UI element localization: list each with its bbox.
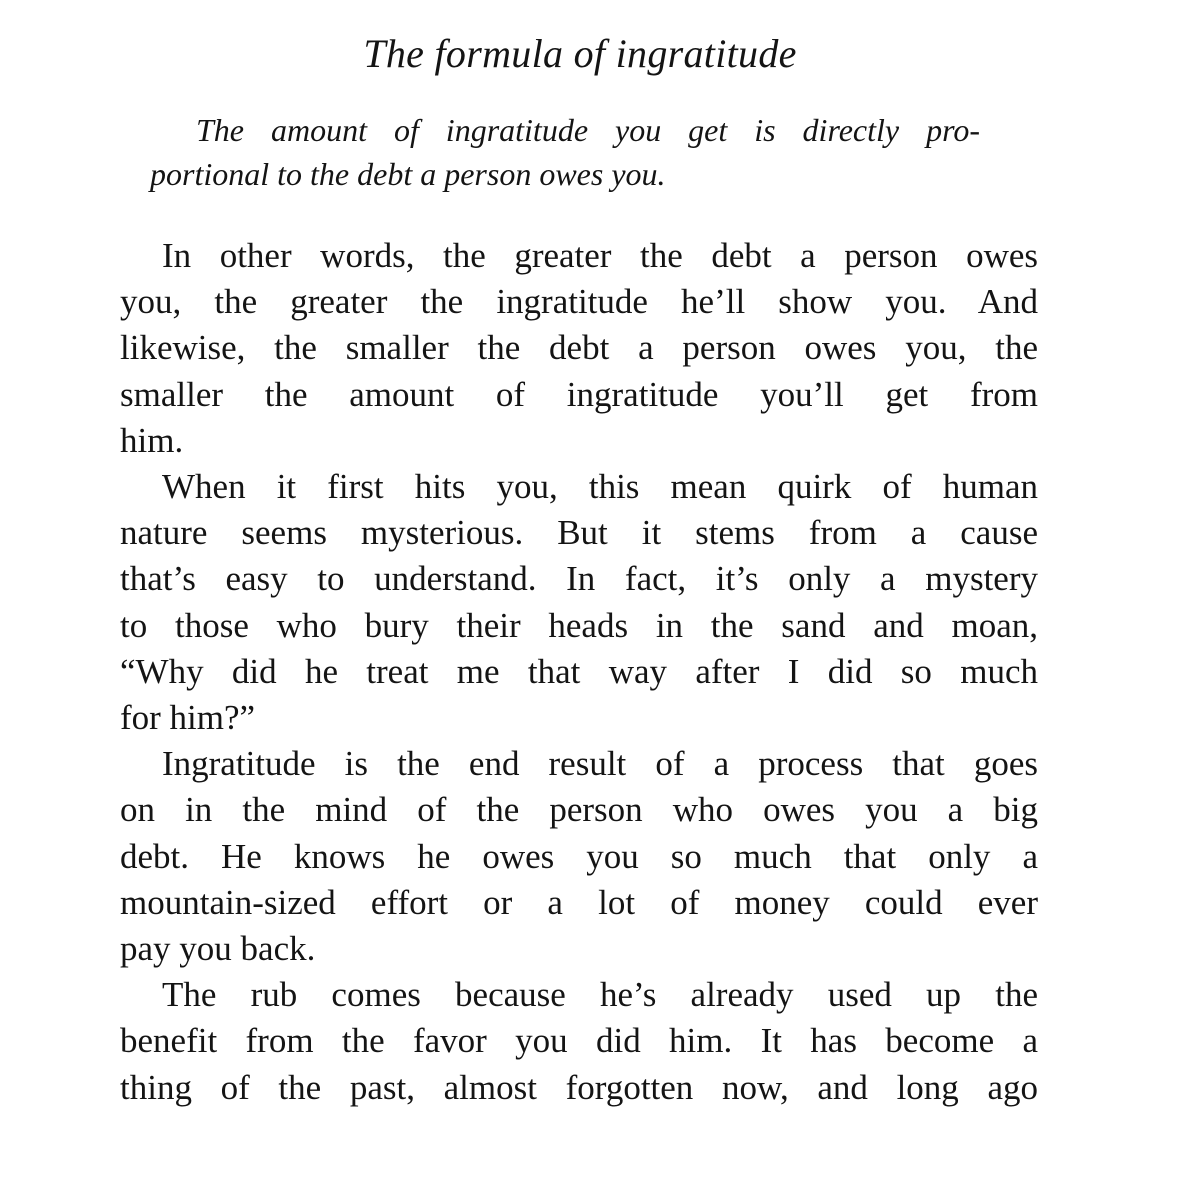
paragraph-line: for him?” (120, 698, 256, 738)
paragraph-line: nature seems mysterious. But it stems from a cause (120, 513, 1038, 553)
epigraph-line: The amount of ingratitude you get is directly pro- (196, 112, 980, 148)
paragraph-line: In other words, the greater the debt a person owes (162, 236, 1038, 275)
paragraph-line: likewise, the smaller the debt a person owes you, the (120, 328, 1038, 368)
paragraph-line: When it first hits you, this mean quirk of human (162, 467, 1038, 507)
paragraph-line: pay you back. (120, 929, 316, 969)
epigraph-line: portional to the debt a person owes you. (150, 156, 666, 192)
paragraph-line: to those who bury their heads in the sand and moan, (120, 605, 1038, 645)
body-text (120, 233, 1038, 1111)
paragraph-line: mountain-sized effort or a lot of money could ever (120, 882, 1038, 922)
paragraph-line: on in the mind of the person who owes you a big (120, 790, 1038, 830)
paragraph-line: him. (120, 420, 184, 460)
paragraph-line: smaller the amount of ingratitude you’ll get from (120, 374, 1038, 414)
paragraph-line: debt. He knows he owes you so much that only a (120, 836, 1038, 876)
paragraph-line: The rub comes because he’s already used up the (162, 975, 1038, 1015)
paragraph-line: that’s easy to understand. In fact, it’s only a mystery (120, 559, 1038, 599)
epigraph (150, 108, 980, 196)
paragraph-line: benefit from the favor you did him. It has become a (120, 1021, 1038, 1061)
paragraph-line: you, the greater the ingratitude he’ll show you. And (120, 282, 1038, 322)
paragraph-line: thing of the past, almost forgotten now, and long ago (120, 1067, 1038, 1107)
paragraph-line: “Why did he treat me that way after I did so much (120, 651, 1038, 691)
paragraph-line: Ingratitude is the end result of a process that goes (162, 744, 1038, 784)
section-title: The formula of ingratitude (363, 31, 797, 76)
